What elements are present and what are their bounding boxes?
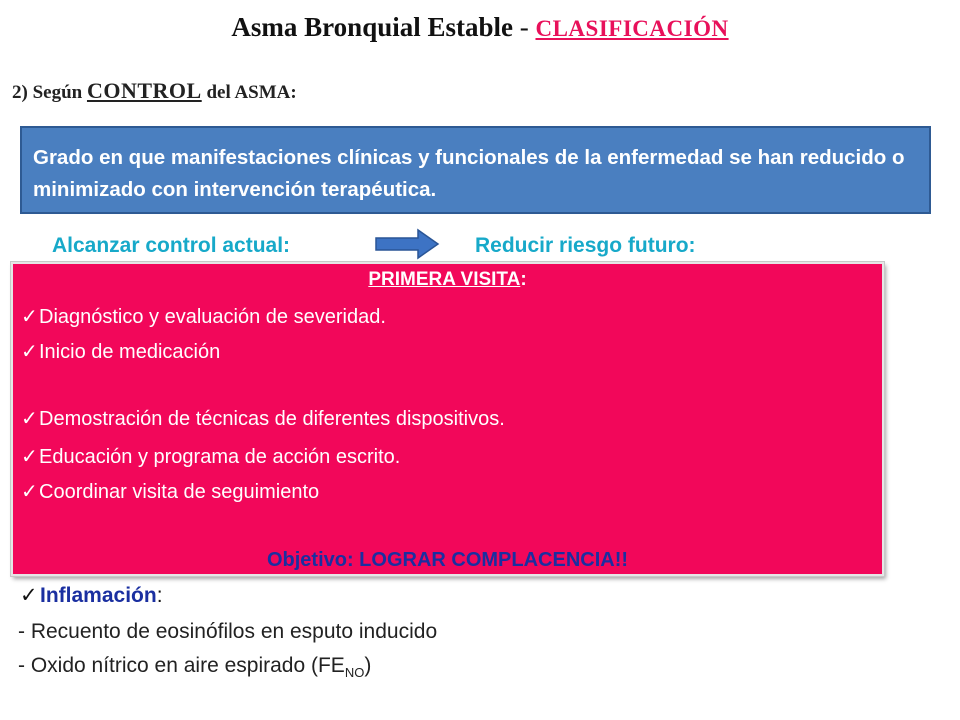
list-item-text: Inicio de medicación	[39, 341, 221, 363]
list-item-text: Diagnóstico y evaluación de severidad.	[39, 306, 386, 328]
nitric-oxide-close: )	[364, 654, 372, 677]
inflammation-label: Inflamación	[40, 584, 157, 607]
title-classification: CLASIFICACIÓN	[535, 16, 729, 41]
goal-current-control: Alcanzar control actual:	[52, 234, 291, 257]
definition-box	[20, 126, 931, 214]
check-icon: ✓	[21, 306, 38, 328]
title-main: Asma Bronquial Estable	[231, 12, 513, 42]
list-item	[21, 339, 220, 364]
inflammation-line-eosinophils: - Recuento de eosinófilos en esputo inducido	[18, 620, 438, 643]
right-arrow-icon	[374, 228, 440, 260]
list-item	[21, 479, 319, 504]
page-title	[0, 12, 960, 43]
check-icon: ✓	[20, 584, 38, 607]
check-icon: ✓	[21, 481, 38, 503]
nitric-oxide-text: - Oxido nítrico en aire espirado (FE	[18, 654, 345, 677]
visit-title-text: PRIMERA VISITA	[368, 269, 521, 290]
first-visit-box	[11, 262, 884, 576]
section-subtitle	[12, 78, 297, 104]
visit-objective: Objetivo: LOGRAR COMPLACENCIA!!	[266, 549, 629, 571]
inflammation-heading	[20, 583, 163, 608]
subtitle-prefix: 2) Según	[12, 82, 87, 103]
list-item	[21, 444, 400, 469]
inflammation-line-nitric-oxide	[18, 654, 371, 680]
visit-title	[13, 269, 882, 291]
nitric-oxide-subscript: NO	[344, 665, 365, 681]
check-icon: ✓	[21, 341, 38, 363]
inflammation-colon: :	[156, 584, 163, 607]
list-item-text: Educación y programa de acción escrito.	[39, 446, 401, 468]
visit-title-colon: :	[520, 269, 527, 290]
list-item	[21, 304, 386, 329]
list-item-text: Coordinar visita de seguimiento	[39, 481, 320, 503]
goal-future-risk: Reducir riesgo futuro:	[475, 234, 696, 257]
list-item	[21, 406, 505, 431]
definition-text: Grado en que manifestaciones clínicas y funcionales de la enfermedad se han reducido o minimizado con intervención terapéutica.	[33, 146, 905, 201]
subtitle-control: CONTROL	[86, 78, 202, 103]
check-icon: ✓	[21, 408, 38, 430]
check-icon: ✓	[21, 446, 38, 468]
title-separator: -	[512, 12, 536, 42]
subtitle-suffix: del ASMA:	[201, 82, 297, 103]
list-item-text: Demostración de técnicas de diferentes dispositivos.	[39, 408, 505, 430]
